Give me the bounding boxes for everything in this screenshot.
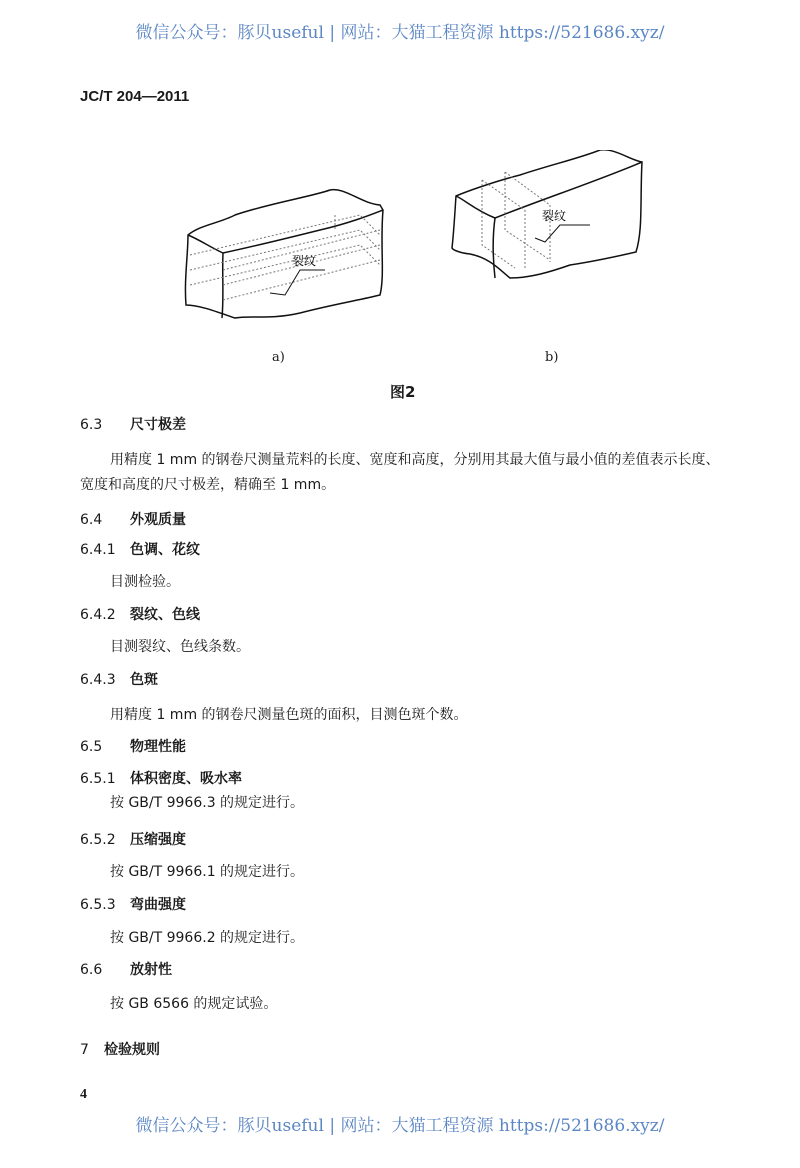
section-title: 尺寸极差 xyxy=(130,417,186,433)
section-number: 6.4.2 xyxy=(80,607,116,623)
section-title: 外观质量 xyxy=(130,512,186,528)
section-title: 色调、花纹 xyxy=(130,542,200,558)
section-6-4 xyxy=(80,509,186,529)
paragraph: 目测裂纹、色线条数。 xyxy=(110,639,250,655)
paragraph: 用精度 1 mm 的钢卷尺测量荒料的长度、宽度和高度，分别用其最大值与最小值的差值表示长度、 xyxy=(110,452,720,468)
figure-caption: 图2 xyxy=(390,383,416,401)
section-number: 6.6 xyxy=(80,962,103,978)
section-number: 6.4.3 xyxy=(80,672,116,688)
crack-label-b: 裂纹 xyxy=(542,209,567,223)
section-number: 7 xyxy=(80,1042,89,1058)
watermark-footer: 微信公众号：豚贝useful | 网站：大猫工程资源 https://521686.xyz/ xyxy=(135,1116,665,1136)
section-title: 压缩强度 xyxy=(130,832,186,848)
paragraph: 用精度 1 mm 的钢卷尺测量色斑的面积，目测色斑个数。 xyxy=(110,707,468,723)
section-6-4-2 xyxy=(80,604,200,624)
page-number: 4 xyxy=(80,1087,87,1102)
section-title: 物理性能 xyxy=(130,739,186,755)
section-number: 6.5 xyxy=(80,739,103,755)
section-6-4-3 xyxy=(80,669,158,689)
section-number: 6.5.2 xyxy=(80,832,116,848)
section-number: 6.5.1 xyxy=(80,771,116,787)
section-6-6 xyxy=(80,959,172,979)
section-6-4-1 xyxy=(80,539,200,559)
figure-2a-block-illustration xyxy=(180,185,400,325)
section-number: 6.5.3 xyxy=(80,897,116,913)
paragraph: 宽度和高度的尺寸极差，精确至 1 mm。 xyxy=(80,477,336,493)
figure-sub-b: b) xyxy=(545,350,559,365)
section-number: 6.4.1 xyxy=(80,542,116,558)
section-7 xyxy=(80,1039,160,1059)
section-title: 色斑 xyxy=(130,672,158,688)
crack-label-a: 裂纹 xyxy=(292,254,317,268)
section-title: 弯曲强度 xyxy=(130,897,186,913)
section-title: 裂纹、色线 xyxy=(130,607,200,623)
paragraph: 按 GB 6566 的规定试验。 xyxy=(110,996,278,1012)
section-number: 6.3 xyxy=(80,417,103,433)
paragraph: 目测检验。 xyxy=(110,574,180,590)
section-6-5-2 xyxy=(80,829,186,849)
paragraph: 按 GB/T 9966.1 的规定进行。 xyxy=(110,864,305,880)
section-title: 体积密度、吸水率 xyxy=(130,771,242,787)
section-number: 6.4 xyxy=(80,512,103,528)
section-6-5 xyxy=(80,736,186,756)
section-6-5-3 xyxy=(80,894,186,914)
section-6-3 xyxy=(80,414,186,434)
figure-2b-block-illustration xyxy=(450,150,650,290)
section-title: 放射性 xyxy=(130,962,172,978)
figure-sub-a: a) xyxy=(272,350,285,365)
standard-code: JC/T 204—2011 xyxy=(80,88,190,105)
paragraph: 按 GB/T 9966.2 的规定进行。 xyxy=(110,930,305,946)
section-6-5-1 xyxy=(80,768,242,788)
watermark-header: 微信公众号：豚贝useful | 网站：大猫工程资源 https://521686.xyz/ xyxy=(135,23,665,43)
paragraph: 按 GB/T 9966.3 的规定进行。 xyxy=(110,795,305,811)
section-title: 检验规则 xyxy=(104,1042,160,1058)
